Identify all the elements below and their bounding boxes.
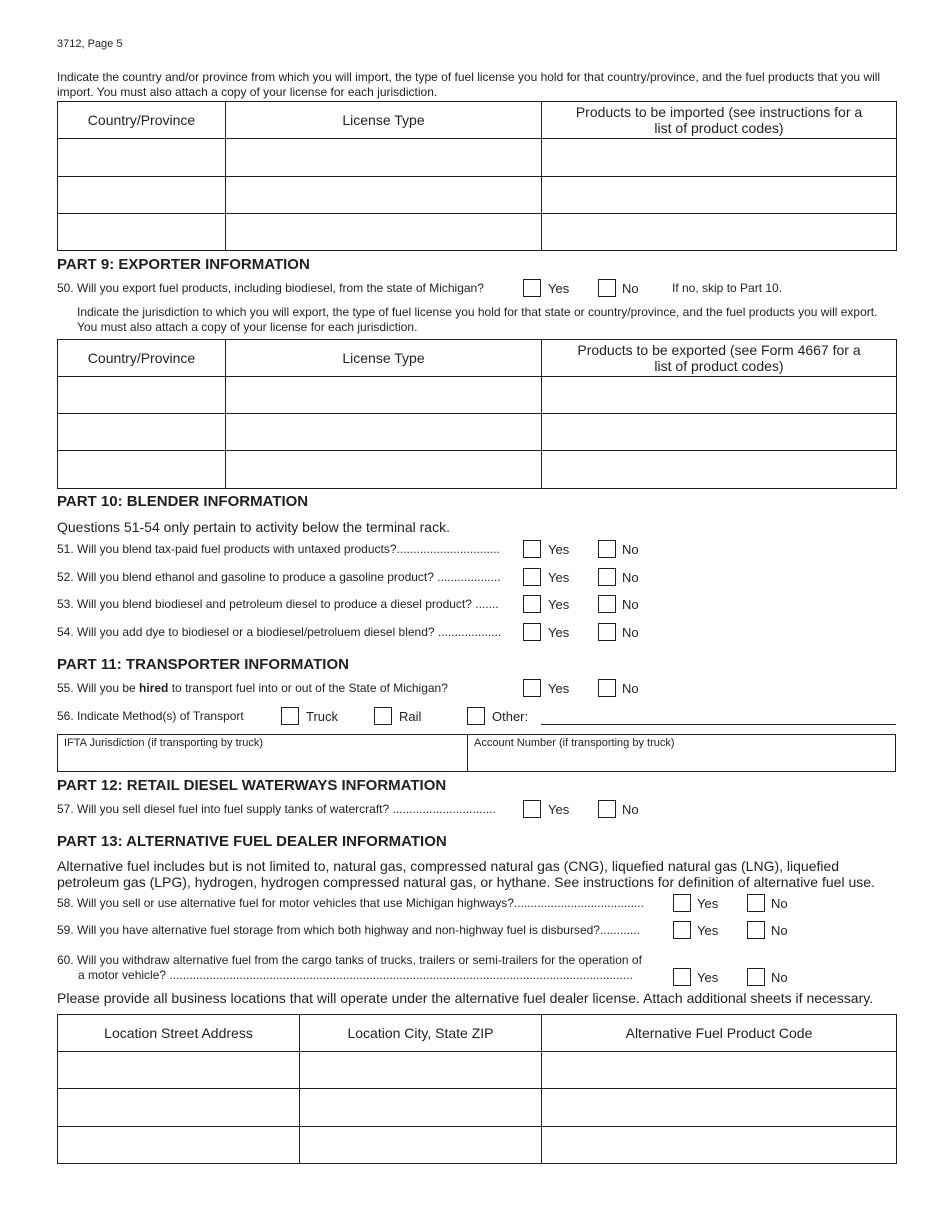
locations-note: Please provide all business locations that will operate under the alternative fuel dealer license. Attach additional sheets if necessary. (57, 990, 874, 1006)
no-label: No (771, 896, 788, 911)
q55-yes-checkbox[interactable] (523, 679, 541, 697)
account-label: Account Number (if transporting by truck) (474, 737, 675, 749)
q60-text-line1: 60. Will you withdraw alternative fuel from the cargo tanks of trucks, trailers or semi-trailers for the operation of (57, 953, 642, 967)
country-cell[interactable] (58, 214, 226, 251)
locations-table-header (58, 1015, 897, 1052)
q52-text: 52. Will you blend ethanol and gasoline to produce a gasoline product? ................... (57, 570, 501, 584)
part10-note: Questions 51-54 only pertain to activity below the terminal rack. (57, 519, 450, 535)
license-type-cell[interactable] (226, 177, 542, 214)
skip-note: If no, skip to Part 10. (672, 281, 783, 295)
q51-text: 51. Will you blend tax-paid fuel products with untaxed products?............................... (57, 542, 500, 556)
table-row (58, 1052, 897, 1089)
q60-yes-checkbox[interactable] (673, 968, 691, 986)
license-type-cell[interactable] (226, 139, 542, 177)
no-label: No (622, 542, 639, 557)
column-header: License Type (226, 340, 542, 377)
q55-text (57, 681, 448, 695)
q52-yes-checkbox[interactable] (523, 568, 541, 586)
q58-text: 58. Will you sell or use alternative fuel for motor vehicles that use Michigan highways?....................................... (57, 896, 644, 910)
no-label: No (771, 923, 788, 938)
q53-no-checkbox[interactable] (598, 595, 616, 613)
city-state-zip-cell[interactable] (300, 1052, 542, 1089)
page-label: 3712, Page 5 (57, 38, 123, 50)
yes-label: Yes (548, 281, 570, 296)
no-label: No (622, 625, 639, 640)
q55-prefix: 55. Will you be (57, 681, 140, 695)
table-row (58, 451, 897, 489)
part10-heading: PART 10: BLENDER INFORMATION (57, 493, 309, 510)
product-code-cell[interactable] (542, 1127, 897, 1164)
truck-label: Truck (306, 709, 339, 724)
rail-checkbox[interactable] (374, 707, 392, 725)
column-header: Location City, State ZIP (300, 1015, 542, 1052)
q55-no-checkbox[interactable] (598, 679, 616, 697)
table-row (58, 1089, 897, 1127)
q54-yes-checkbox[interactable] (523, 623, 541, 641)
license-type-cell[interactable] (226, 214, 542, 251)
account-number-field[interactable] (467, 734, 896, 772)
street-address-cell[interactable] (58, 1052, 300, 1089)
yes-label: Yes (548, 681, 570, 696)
table-row (58, 377, 897, 414)
product-code-cell[interactable] (542, 1052, 897, 1089)
column-header: Country/Province (58, 102, 226, 139)
ifta-jurisdiction-field[interactable] (57, 734, 468, 772)
yes-label: Yes (548, 625, 570, 640)
part11-heading: PART 11: TRANSPORTER INFORMATION (57, 656, 349, 673)
product-code-cell[interactable] (542, 1089, 897, 1127)
q57-yes-checkbox[interactable] (523, 800, 541, 818)
products-cell[interactable] (542, 414, 897, 451)
part12-heading: PART 12: RETAIL DIESEL WATERWAYS INFORMATION (57, 777, 447, 794)
part13-heading: PART 13: ALTERNATIVE FUEL DEALER INFORMATION (57, 833, 447, 850)
q58-no-checkbox[interactable] (747, 894, 765, 912)
table-row (58, 414, 897, 451)
q57-text: 57. Will you sell diesel fuel into fuel supply tanks of watercraft? ............................... (57, 802, 496, 816)
truck-checkbox[interactable] (281, 707, 299, 725)
q54-no-checkbox[interactable] (598, 623, 616, 641)
import-table (57, 101, 897, 251)
no-label: No (622, 597, 639, 612)
license-type-cell[interactable] (226, 414, 542, 451)
table-row (58, 177, 897, 214)
column-header: Location Street Address (58, 1015, 300, 1052)
q52-no-checkbox[interactable] (598, 568, 616, 586)
table-row (58, 214, 897, 251)
q51-no-checkbox[interactable] (598, 540, 616, 558)
q51-yes-checkbox[interactable] (523, 540, 541, 558)
q55-bold: hired (139, 681, 169, 695)
export-instructions: Indicate the jurisdiction to which you will export, the type of fuel license you hold for that state or country/province, and the fuel products you will export. You must also attach a copy of your license for each jurisdiction. (77, 305, 878, 334)
city-state-zip-cell[interactable] (300, 1127, 542, 1164)
country-cell[interactable] (58, 377, 226, 414)
no-label: No (622, 281, 639, 296)
import-table-header (58, 102, 897, 139)
q59-no-checkbox[interactable] (747, 921, 765, 939)
column-header: Country/Province (58, 340, 226, 377)
yes-label: Yes (697, 923, 719, 938)
yes-label: Yes (548, 570, 570, 585)
country-cell[interactable] (58, 414, 226, 451)
yes-label: Yes (548, 597, 570, 612)
table-row (58, 139, 897, 177)
column-header: Products to be exported (see Form 4667 for a list of product codes) (542, 340, 897, 377)
rail-label: Rail (399, 709, 422, 724)
products-cell[interactable] (542, 451, 897, 489)
no-label: No (622, 802, 639, 817)
products-cell[interactable] (542, 377, 897, 414)
q60-no-checkbox[interactable] (747, 968, 765, 986)
no-label: No (622, 570, 639, 585)
city-state-zip-cell[interactable] (300, 1089, 542, 1127)
other-method-line[interactable] (541, 724, 896, 725)
export-table-header (58, 340, 897, 377)
q59-text: 59. Will you have alternative fuel storage from which both highway and non-highway fuel is disbursed?............ (57, 923, 640, 937)
ifta-label: IFTA Jurisdiction (if transporting by truck) (64, 737, 264, 749)
country-cell[interactable] (58, 451, 226, 489)
q50-yes-checkbox[interactable] (523, 279, 541, 297)
q50-no-checkbox[interactable] (598, 279, 616, 297)
q54-text: 54. Will you add dye to biodiesel or a biodiesel/petroluem diesel blend? ................... (57, 625, 502, 639)
q59-yes-checkbox[interactable] (673, 921, 691, 939)
country-cell[interactable] (58, 177, 226, 214)
products-cell[interactable] (542, 214, 897, 251)
q58-yes-checkbox[interactable] (673, 894, 691, 912)
column-header: Products to be imported (see instructions for a list of product codes) (542, 102, 897, 139)
other-checkbox[interactable] (467, 707, 485, 725)
q57-no-checkbox[interactable] (598, 800, 616, 818)
yes-label: Yes (548, 542, 570, 557)
no-label: No (771, 970, 788, 985)
locations-table (57, 1014, 897, 1164)
products-cell[interactable] (542, 139, 897, 177)
license-type-cell[interactable] (226, 451, 542, 489)
license-type-cell[interactable] (226, 377, 542, 414)
street-address-cell[interactable] (58, 1127, 300, 1164)
yes-label: Yes (548, 802, 570, 817)
q53-text: 53. Will you blend biodiesel and petroleum diesel to produce a diesel product? ....... (57, 597, 499, 611)
q53-yes-checkbox[interactable] (523, 595, 541, 613)
no-label: No (622, 681, 639, 696)
import-instructions: Indicate the country and/or province from which you will import, the type of fuel license you hold for that country/province, and the fuel products that you will import. You must also attach a copy of your license for each jurisdiction. (57, 70, 881, 99)
export-table (57, 339, 897, 489)
part13-intro: Alternative fuel includes but is not limited to, natural gas, compressed natural gas (CNG), liquefied natural gas (LNG), liquefied petroleum gas (LPG), hydrogen, hydrogen compressed natural gas, or hythane. See instructions for definition of alternative fuel use. (57, 858, 875, 890)
street-address-cell[interactable] (58, 1089, 300, 1127)
yes-label: Yes (697, 970, 719, 985)
country-cell[interactable] (58, 139, 226, 177)
products-cell[interactable] (542, 177, 897, 214)
other-label: Other: (492, 709, 529, 724)
q50-text: 50. Will you export fuel products, including biodiesel, from the state of Michigan? (57, 281, 484, 295)
yes-label: Yes (697, 896, 719, 911)
column-header: Alternative Fuel Product Code (542, 1015, 897, 1052)
q55-suffix: to transport fuel into or out of the State of Michigan? (168, 681, 448, 695)
table-row (58, 1127, 897, 1164)
part9-heading: PART 9: EXPORTER INFORMATION (57, 256, 310, 273)
q60-text-line2: a motor vehicle? ........................................................................................................................................... (78, 968, 633, 982)
column-header: License Type (226, 102, 542, 139)
q56-text: 56. Indicate Method(s) of Transport (57, 709, 244, 723)
